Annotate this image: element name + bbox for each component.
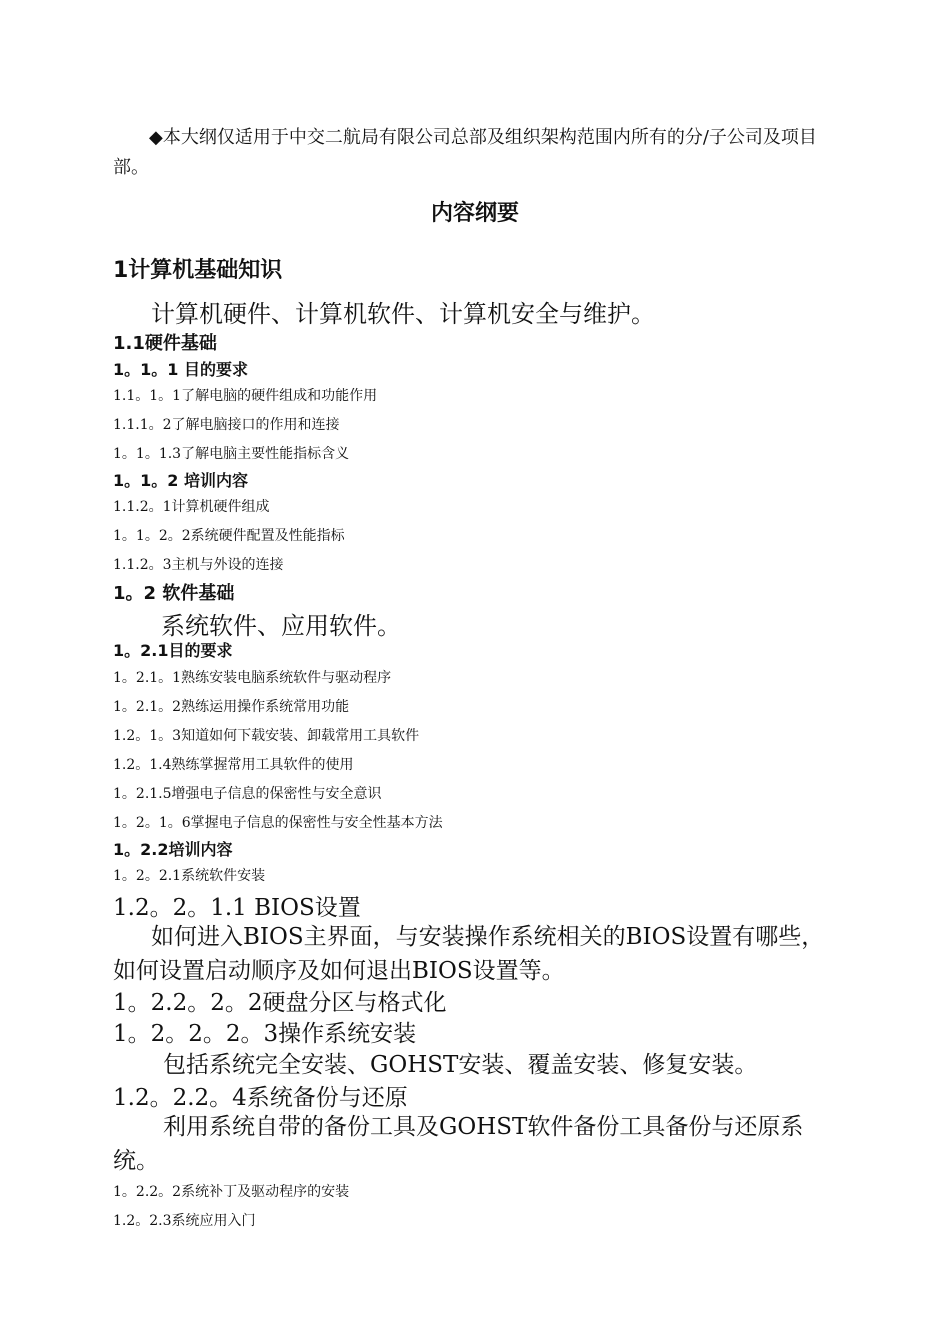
subheading: 1.2。2.2。4系统备份与还原 xyxy=(113,1085,408,1111)
list-item: 1。2.1。2熟练运用操作系统常用功能 xyxy=(113,699,350,715)
subheading: 1。2。2。2。3操作系统安装 xyxy=(113,1021,417,1047)
heading-1-1: 1.1硬件基础 xyxy=(113,333,217,354)
section-summary: 系统软件、应用软件。 xyxy=(161,612,401,640)
body-paragraph xyxy=(113,1110,837,1178)
heading-1-2-1: 1。2.1目的要求 xyxy=(113,641,233,660)
heading-1-2: 1。2 软件基础 xyxy=(113,583,235,604)
intro-paragraph xyxy=(113,123,837,183)
section-summary: 计算机硬件、计算机软件、计算机安全与维护。 xyxy=(151,300,655,328)
list-item: 1。2.2。2系统补丁及驱动程序的安装 xyxy=(113,1184,350,1200)
list-item: 1.2。1。3知道如何下载安装、卸载常用工具软件 xyxy=(113,728,420,744)
list-item: 1.1.1。2了解电脑接口的作用和连接 xyxy=(113,417,340,433)
list-item: 1.1.2。3主机与外设的连接 xyxy=(113,557,284,573)
list-item: 1。1。2。2系统硬件配置及性能指标 xyxy=(113,528,345,544)
page-title: 内容纲要 xyxy=(430,201,519,226)
list-item: 1.1。1。1了解电脑的硬件组成和功能作用 xyxy=(113,388,378,404)
heading-1-1-1: 1。1。1 目的要求 xyxy=(113,360,248,379)
heading-1: 1计算机基础知识 xyxy=(113,258,283,283)
list-item: 1.2。1.4熟练掌握常用工具软件的使用 xyxy=(113,757,354,773)
list-item: 1。1。1.3了解电脑主要性能指标含义 xyxy=(113,446,350,462)
list-item: 1。2.1.5增强电子信息的保密性与安全意识 xyxy=(113,786,382,802)
heading-1-2-2: 1。2.2培训内容 xyxy=(113,840,233,859)
body-paragraph: 包括系统完全安装、GOHST安装、覆盖安装、修复安装。 xyxy=(163,1052,758,1078)
body-text: 如何进入BIOS主界面，与安装操作系统相关的BIOS设置有哪些，如何设置启动顺序及如何退出BIOS设置等。 xyxy=(113,924,825,984)
heading-1-1-2: 1。1。2 培训内容 xyxy=(113,471,248,490)
subheading: 1。2.2。2。2硬盘分区与格式化 xyxy=(113,990,447,1016)
body-paragraph xyxy=(113,920,837,988)
list-item: 1。2.1。1熟练安装电脑系统软件与驱动程序 xyxy=(113,670,392,686)
body-text: 利用系统自带的备份工具及GOHST软件备份工具备份与还原系统。 xyxy=(113,1114,804,1174)
list-item: 1。2。1。6掌握电子信息的保密性与安全性基本方法 xyxy=(113,815,443,831)
list-item: 1。2。2.1系统软件安装 xyxy=(113,868,266,884)
intro-text: ◆本大纲仅适用于中交二航局有限公司总部及组织架构范围内所有的分/子公司及项目部。 xyxy=(113,127,817,178)
subheading: 1.2。2。1.1 BIOS设置 xyxy=(113,895,361,921)
list-item: 1.1.2。1计算机硬件组成 xyxy=(113,499,270,515)
list-item: 1.2。2.3系统应用入门 xyxy=(113,1213,256,1229)
